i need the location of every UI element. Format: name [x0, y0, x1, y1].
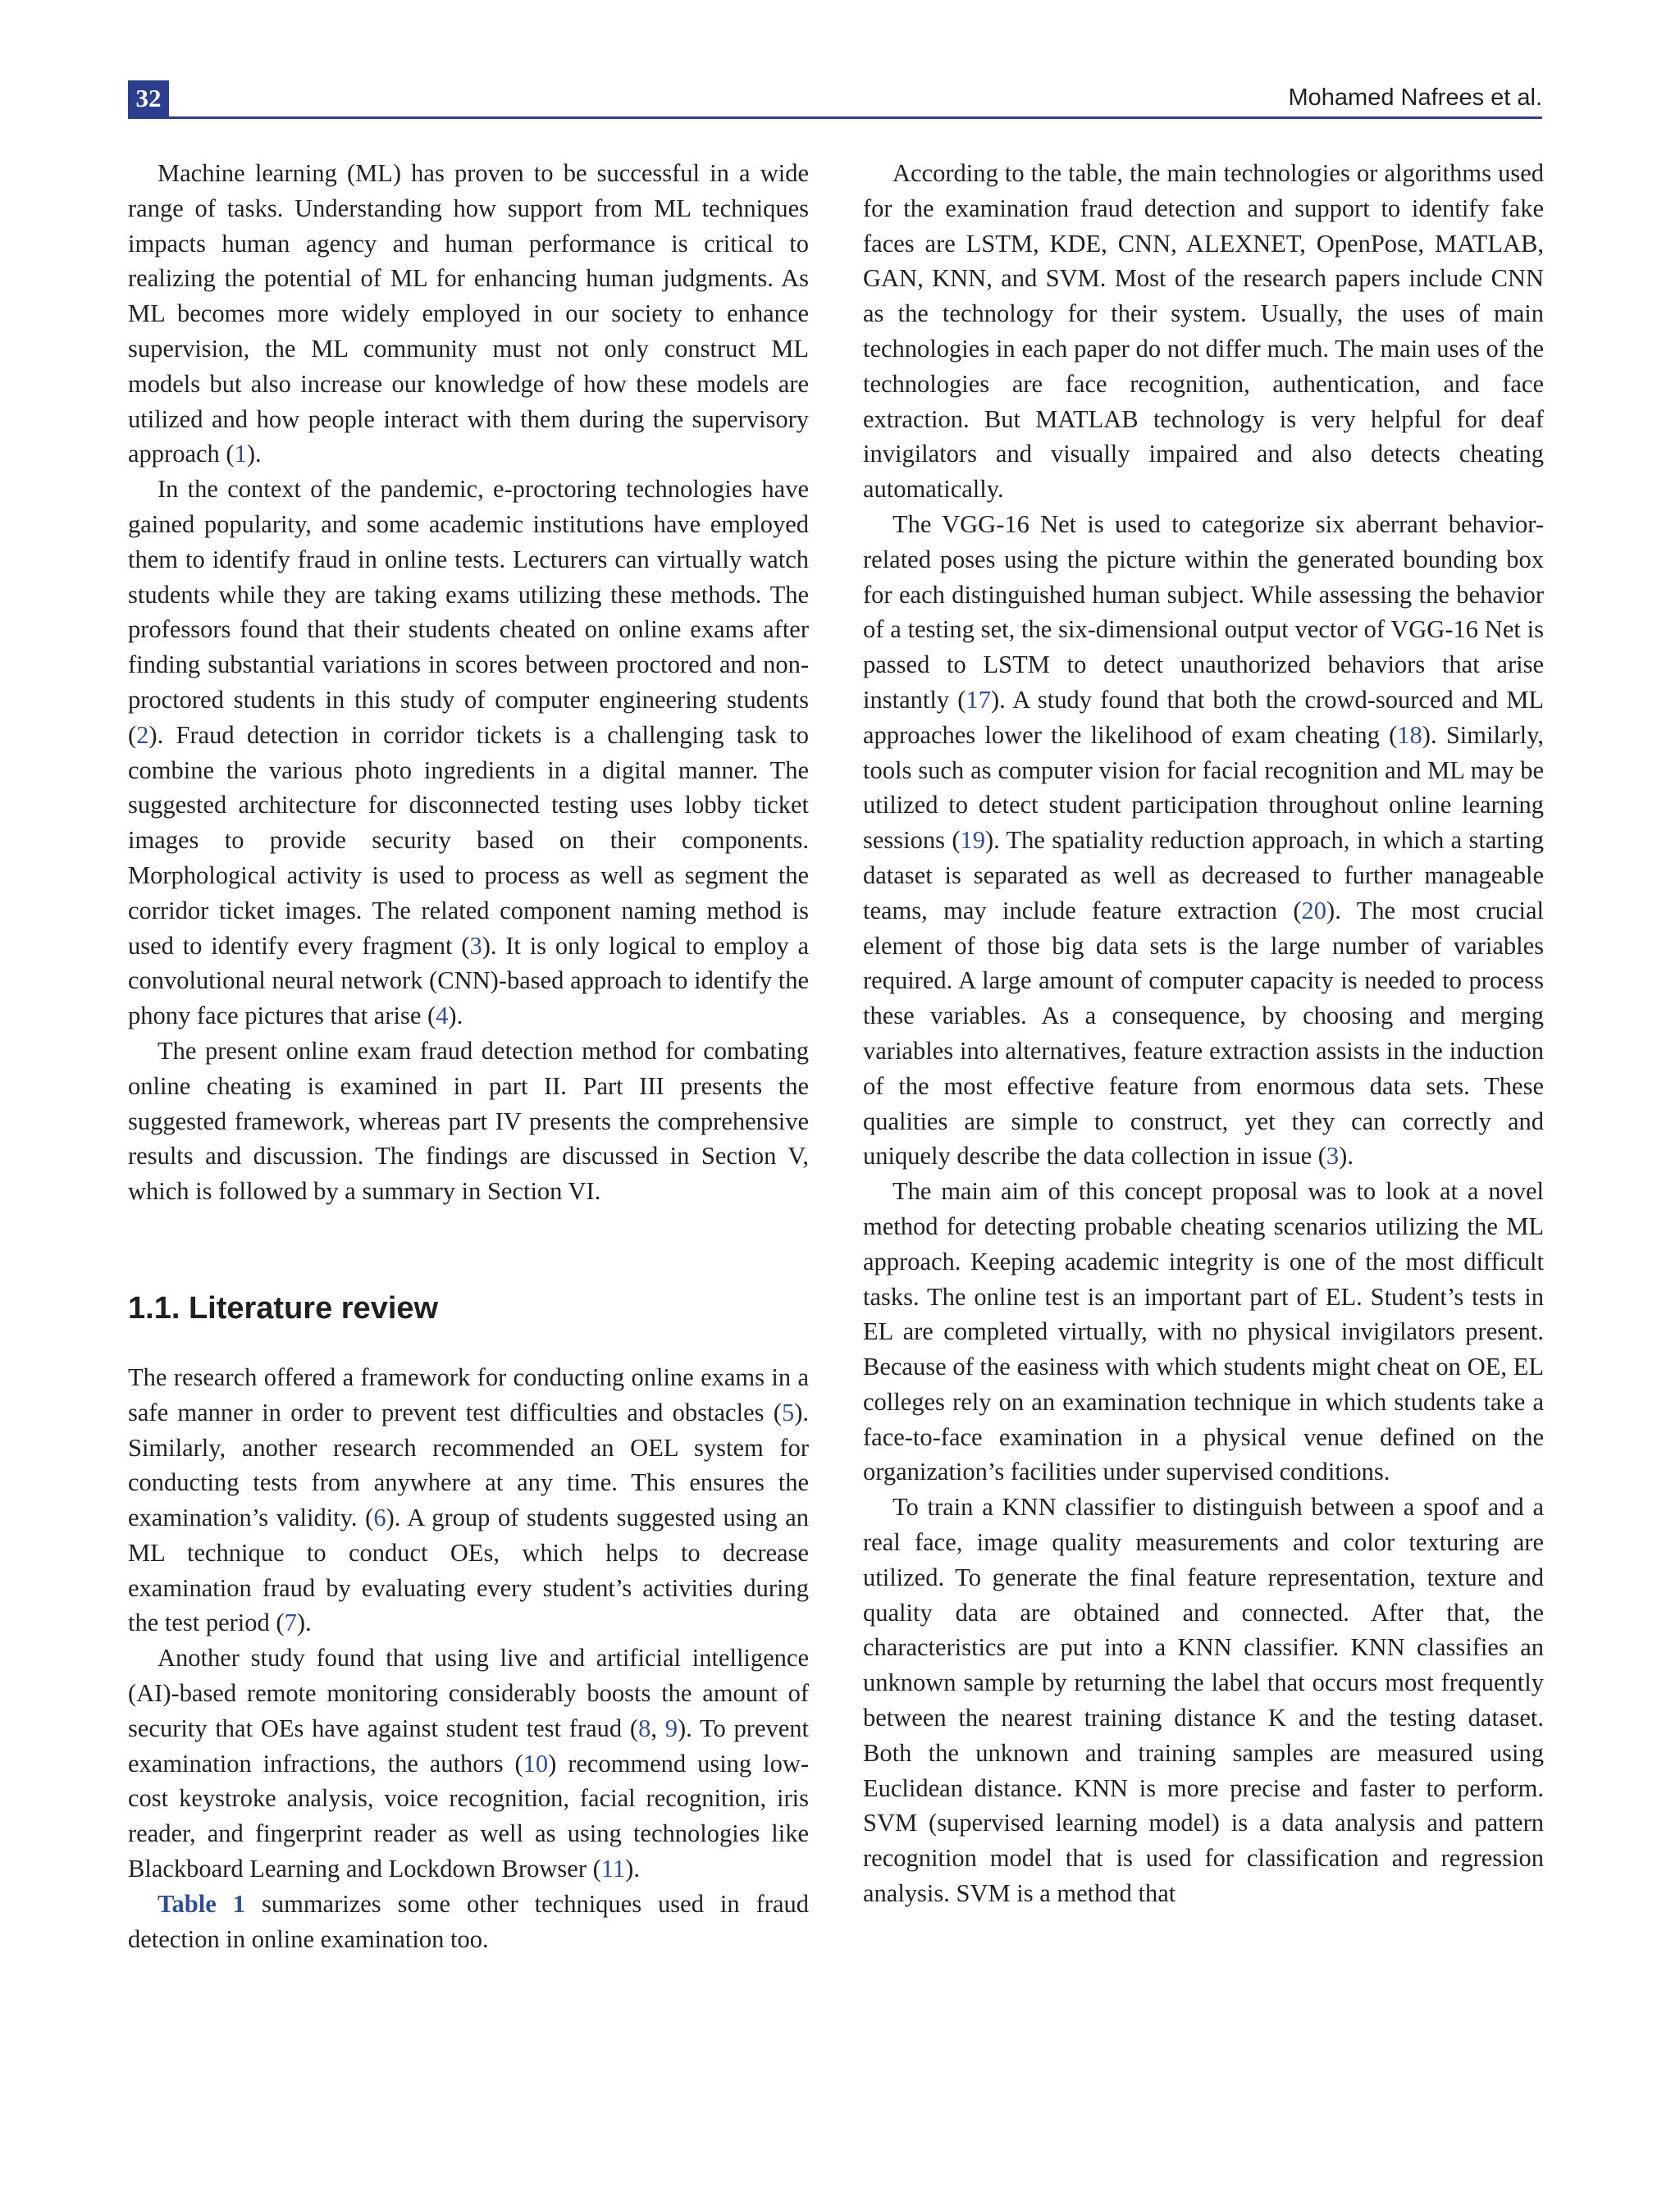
paragraph — [128, 1641, 809, 1887]
citation-link[interactable]: 9 — [664, 1714, 678, 1742]
citation-link[interactable]: 19 — [960, 826, 985, 855]
paragraph — [128, 1887, 809, 1957]
running-head: Mohamed Nafrees et al. — [1288, 84, 1542, 111]
paragraph-text: ) recommend using low-cost keystroke analysis, voice recognition, facial recognition, iris reader, and fingerprint reader as well as using technologies like Blackboard Learning and Lockdown Browser ( — [128, 1749, 809, 1883]
paragraph-text: ). — [296, 1609, 312, 1637]
citation-link[interactable]: 17 — [966, 685, 991, 714]
citation-link[interactable]: 8 — [638, 1714, 651, 1742]
table-reference-link[interactable]: Table 1 — [158, 1889, 245, 1918]
paragraph — [863, 507, 1544, 1174]
citation-link[interactable]: 11 — [600, 1855, 626, 1883]
citation-link[interactable]: 2 — [136, 720, 149, 749]
citation-link[interactable]: 4 — [436, 1002, 449, 1030]
paragraph-text: ). Fraud detection in corridor tickets is a challenging task to combine the various photo ingredients in a digital manner. The suggested architecture for disconnected testing uses lobby ticket images to provide security based on their components. Morphological activity is used to process as well as segment the corridor ticket images. The related component naming method is used to identify every fragment ( — [128, 720, 809, 960]
paragraph-text: According to the table, the main technologies or algorithms used for the examination fraud detection and support to identify fake faces are LSTM, KDE, CNN, ALEXNET, OpenPose, MATLAB, GAN, KNN, and SVM. Most of the research papers include CNN as the technology for their system. Usually, the uses of main technologies in each paper do not differ much. The main uses of the technologies are face recognition, authentication, and face extraction. But MATLAB technology is very helpful for deaf invigilators and visually impaired and also detects cheating automatically. — [863, 159, 1544, 504]
paragraph-text: ). A study found that both the crowd-sourced and ML approaches lower the likelihood of exam cheating ( — [863, 685, 1544, 749]
left-column — [128, 156, 809, 1956]
citation-link[interactable]: 5 — [781, 1398, 795, 1426]
paragraph-text: ). It is only logical to employ a convolutional neural network (CNN)-based approach to identify the phony face pictures that arise ( — [128, 931, 809, 1030]
citation-link[interactable]: 3 — [1326, 1142, 1340, 1171]
paragraph — [128, 156, 809, 472]
paragraph-text: ). A group of students suggested using an ML technique to conduct OEs, which helps to decrease examination fraud by evaluating every student’s activities during the test period ( — [128, 1504, 809, 1637]
paragraph-text: ). The spatiality reduction approach, in which a starting dataset is separated as well as decreased to further manageable teams, may include feature extraction ( — [863, 826, 1544, 924]
page-number: 32 — [128, 80, 169, 116]
paragraph — [863, 1174, 1544, 1490]
citation-link[interactable]: 18 — [1397, 720, 1422, 749]
citation-link[interactable]: 7 — [284, 1609, 297, 1637]
paragraph — [128, 1360, 809, 1641]
page-header — [128, 80, 1542, 119]
paragraph-text: ). — [448, 1002, 463, 1030]
paragraph-text: To train a KNN classifier to distinguish between a spoof and a real face, image quality measurements and color texturing are utilized. To generate the final feature representation, texture and quality data are obtained and connected. After that, the characteristics are put into a KNN classifier. KNN classifies an unknown sample by returning the label that occurs most frequently between the nearest training distance K and the testing dataset. Both the unknown and training samples are measured using Euclidean distance. KNN is more precise and faster to perform. SVM (supervised learning model) is a data analysis and pattern recognition model that is used for classification and regression analysis. SVM is a method that — [863, 1493, 1544, 1908]
paragraph-text: summarizes some other techniques used in fraud detection in online examination too. — [128, 1889, 809, 1953]
section-heading: 1.1. Literature review — [128, 1290, 439, 1326]
citation-link[interactable]: 3 — [469, 931, 482, 960]
paragraph — [128, 472, 809, 1034]
paragraph — [863, 156, 1544, 507]
paragraph-text: In the context of the pandemic, e-proctoring technologies have gained popularity, and some academic institutions have employed them to identify fraud in online tests. Lecturers can virtually watch students while they are taking exams utilizing these methods. The professors found that their students cheated on online exams after finding substantial variations in scores between proctored and non-proctored students in this study of computer engineering students ( — [128, 475, 809, 749]
right-column — [863, 156, 1544, 1911]
citation-link[interactable]: 1 — [234, 440, 247, 468]
paragraph-text: Machine learning (ML) has proven to be successful in a wide range of tasks. Understanding how support from ML techniques impacts human agency and human performance is critical to realizing the potential of ML for enhancing human judgments. As ML becomes more widely employed in our society to enhance supervision, the ML community must not only construct ML models but also increase our knowledge of how these models are utilized and how people interact with them during the supervisory approach ( — [128, 159, 809, 468]
paragraph-text: ). To prevent examination infractions, the authors ( — [128, 1714, 810, 1778]
citation-link[interactable]: 6 — [373, 1504, 386, 1532]
citation-link[interactable]: 10 — [523, 1749, 549, 1778]
paragraph-text: ). — [625, 1855, 640, 1883]
paragraph-text: ). The most crucial element of those big data sets is the large number of variables required. A large amount of computer capacity is needed to process these variables. As a consequence, by choosing and merging variables into alternatives, feature extraction assists in the induction of the most effective feature from enormous data sets. These qualities are simple to construct, yet they can correctly and uniquely describe the data collection in issue ( — [863, 896, 1544, 1171]
paragraph-text: ). Similarly, another research recommended an OEL system for conducting tests from anywhere at any time. This ensures the examination’s validity. ( — [128, 1398, 809, 1532]
paragraph-text: Another study found that using live and artificial intelligence (AI)-based remote monitoring considerably boosts the amount of security that OEs have against student test fraud ( — [128, 1644, 809, 1742]
citation-separator: , — [651, 1714, 665, 1742]
paragraph-text: The VGG-16 Net is used to categorize six aberrant behavior-related poses using the picture within the generated bounding box for each distinguished human subject. While assessing the behavior of a testing set, the six-dimensional output vector of VGG-16 Net is passed to LSTM to detect unauthorized behaviors that arise instantly ( — [863, 509, 1544, 714]
paragraph-text: ). — [246, 440, 262, 468]
paragraph — [128, 1034, 809, 1209]
paragraph-text: The present online exam fraud detection method for combating online cheating is examined in part II. Part III presents the suggested framework, whereas part IV presents the comprehensive results and discussion. The findings are discussed in Section V, which is followed by a summary in Section VI. — [128, 1036, 809, 1206]
paragraph-text: The main aim of this concept proposal was to look at a novel method for detecting probable cheating scenarios utilizing the ML approach. Keeping academic integrity is one of the most difficult tasks. The online test is an important part of EL. Student’s tests in EL are completed virtually, with no physical invigilators present. Because of the easiness with which students might cheat on OE, EL colleges rely on an examination technique in which students take a face-to-face examination in a physical venue defined on the organization’s facilities under supervised conditions. — [863, 1177, 1544, 1486]
paragraph-text: ). — [1339, 1142, 1354, 1171]
paragraph-text: The research offered a framework for conducting online exams in a safe manner in order to prevent test difficulties and obstacles ( — [128, 1362, 809, 1426]
paragraph-text: ). Similarly, tools such as computer vision for facial recognition and ML may be utilized to detect student participation throughout online learning sessions ( — [863, 720, 1544, 855]
paragraph — [863, 1490, 1544, 1911]
citation-link[interactable]: 20 — [1301, 896, 1327, 924]
